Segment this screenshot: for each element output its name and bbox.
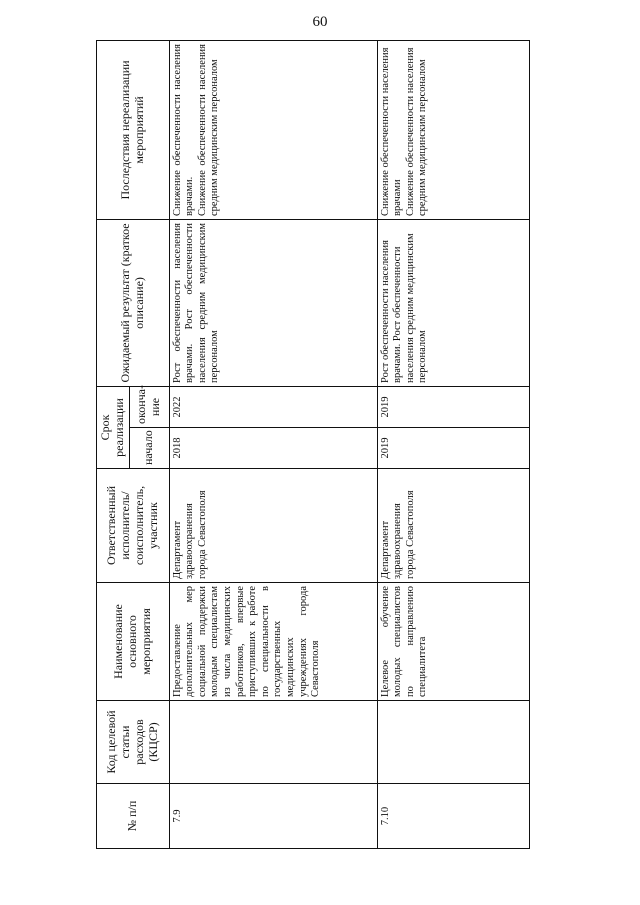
row-num: 7.9: [169, 784, 377, 849]
row-result: Рост обеспеченности населения врачами. Рост обеспеченности населения средним медицинским персоналом: [169, 219, 377, 386]
row-result: Рост обеспеченности населения врачами. Рост обеспеченности населения средним медицинским персоналом: [377, 219, 529, 386]
header-period: Срок реализации: [97, 386, 130, 468]
row-kcsr: [377, 701, 529, 784]
header-num: № п/п: [97, 784, 170, 849]
header-row-1: [97, 40, 130, 848]
header-consequences: Последствия нереализации мероприятий: [97, 40, 170, 219]
table-row: [377, 40, 529, 848]
page-number: 60: [312, 14, 328, 30]
row-end: 2022: [169, 386, 377, 427]
header-kcsr: Код целевой статьи расходов (КЦСР): [97, 701, 170, 784]
header-start: начало: [129, 428, 169, 469]
row-start: 2018: [169, 428, 377, 469]
consequence-line: Снижение обеспеченности населения средним медицинским персоналом: [404, 47, 429, 216]
consequence-line: Снижение обеспеченности населения врачами.: [171, 43, 196, 216]
row-executor: Департамент здравоохранения города Севастополя: [169, 469, 377, 583]
activities-table: [96, 40, 530, 849]
row-consequences: [377, 40, 529, 219]
row-name: Предоставление дополнительных мер социальной поддержки молодым специалистам из числа медицинских работников, впервые приступивших к работе по специальности в государственных медицинских учреждениях города Севастополя: [169, 583, 377, 701]
row-end: 2019: [377, 386, 529, 427]
header-name: Наименование основного мероприятия: [97, 583, 170, 701]
row-consequences: [169, 40, 377, 219]
header-executor: Ответственный исполнитель/ соисполнитель, участник: [97, 469, 170, 583]
table-row: [169, 40, 377, 848]
row-executor: Департамент здравоохранения города Севастополя: [377, 469, 529, 583]
header-result: Ожидаемый результат (краткое описание): [97, 219, 170, 386]
consequence-line: Снижение обеспеченности населения врачами: [379, 47, 404, 216]
header-end: оконча-ние: [129, 386, 169, 427]
row-kcsr: [169, 701, 377, 784]
rotated-table-sheet: [96, 41, 528, 849]
rotated-table-container: [96, 41, 528, 849]
row-name: Целевое обучение молодых специалистов по направлению специалитета: [377, 583, 529, 701]
consequence-line: Снижение обеспеченности населения средним медицинским персоналом: [196, 43, 221, 216]
row-num: 7.10: [377, 784, 529, 849]
row-start: 2019: [377, 428, 529, 469]
